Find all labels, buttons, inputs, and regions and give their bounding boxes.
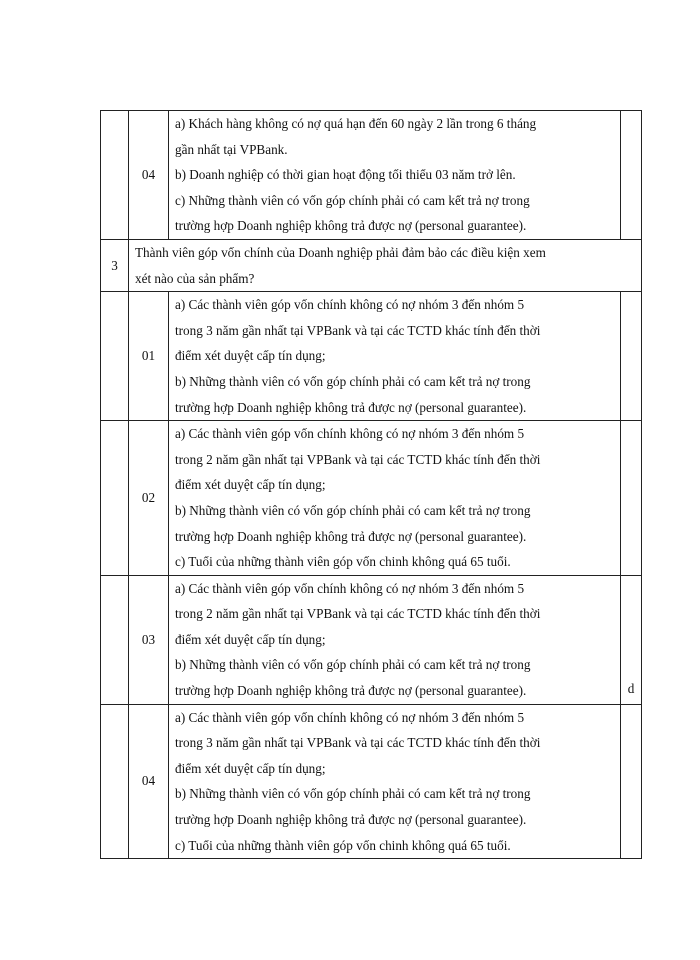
answer-cell <box>621 704 642 859</box>
option-text-line: c) Tuổi của những thành viên góp vốn chinh không quá 65 tuổi. <box>175 837 511 853</box>
option-row <box>101 704 642 859</box>
option-text-line: trường hợp Doanh nghiệp không trả được nợ (personal guarantee). <box>175 218 527 234</box>
option-code: 04 <box>129 111 169 240</box>
stt-cell <box>101 575 129 704</box>
option-text-line: a) Các thành viên góp vốn chính không có nợ nhóm 3 đến nhóm 5 <box>175 426 525 442</box>
option-text-line: trong 2 năm gần nhất tại VPBank và tại các TCTD khác tính đến thời <box>175 606 541 622</box>
option-text-line: trong 3 năm gần nhất tại VPBank và tại các TCTD khác tính đến thời <box>175 322 541 338</box>
option-text-line: c) Những thành viên có vốn góp chính phải có cam kết trả nợ trong <box>175 192 530 208</box>
option-text-line: điểm xét duyệt cấp tín dụng; <box>175 760 326 776</box>
option-text-line: b) Những thành viên có vốn góp chính phải có cam kết trả nợ trong <box>175 502 531 518</box>
question-text <box>129 239 642 291</box>
question-row <box>101 239 642 291</box>
option-text <box>169 575 621 704</box>
answer-cell <box>621 111 642 240</box>
option-text-line: a) Các thành viên góp vốn chính không có nợ nhóm 3 đến nhóm 5 <box>175 709 525 725</box>
option-text-line: a) Các thành viên góp vốn chính không có nợ nhóm 3 đến nhóm 5 <box>175 297 525 313</box>
option-text-line: b) Doanh nghiệp có thời gian hoạt động tối thiểu 03 năm trở lên. <box>175 167 516 183</box>
question-text-line: xét nào của sản phẩm? <box>135 270 255 286</box>
option-row <box>101 421 642 576</box>
option-text-line: b) Những thành viên có vốn góp chính phải có cam kết trả nợ trong <box>175 657 531 673</box>
answer-cell <box>621 575 642 704</box>
answer-mark: d <box>627 681 635 697</box>
option-text-line: a) Khách hàng không có nợ quá hạn đến 60 ngày 2 lần trong 6 tháng <box>175 116 537 131</box>
stt-cell <box>101 111 129 240</box>
option-text-line: trường hợp Doanh nghiệp không trả được nợ (personal guarantee). <box>175 683 527 699</box>
option-text-line: điểm xét duyệt cấp tín dụng; <box>175 631 326 647</box>
option-text-line: điểm xét duyệt cấp tín dụng; <box>175 477 326 493</box>
option-text-line: a) Các thành viên góp vốn chính không có nợ nhóm 3 đến nhóm 5 <box>175 580 525 596</box>
option-code: 01 <box>129 292 169 421</box>
question-text-line: Thành viên góp vốn chính của Doanh nghiệp phải đảm bảo các điều kiện xem <box>135 244 546 260</box>
stt-cell <box>101 704 129 859</box>
option-text <box>169 704 621 859</box>
question-table <box>100 110 642 859</box>
option-text-line: trường hợp Doanh nghiệp không trả được nợ (personal guarantee). <box>175 812 527 828</box>
option-row <box>101 575 642 704</box>
option-code: 04 <box>129 704 169 859</box>
option-text-line: trường hợp Doanh nghiệp không trả được nợ (personal guarantee). <box>175 528 527 544</box>
option-code: 03 <box>129 575 169 704</box>
option-text-line: điểm xét duyệt cấp tín dụng; <box>175 348 326 364</box>
option-text-line: b) Những thành viên có vốn góp chính phải có cam kết trả nợ trong <box>175 373 531 389</box>
option-text <box>169 292 621 421</box>
option-text-line: b) Những thành viên có vốn góp chính phải có cam kết trả nợ trong <box>175 786 531 802</box>
answer-cell <box>621 292 642 421</box>
option-text-line: trường hợp Doanh nghiệp không trả được nợ (personal guarantee). <box>175 399 527 415</box>
option-text-line: gần nhất tại VPBank. <box>175 141 288 157</box>
option-text <box>169 421 621 576</box>
option-text-line: trong 3 năm gần nhất tại VPBank và tại các TCTD khác tính đến thời <box>175 735 541 751</box>
option-row <box>101 111 642 240</box>
answer-cell <box>621 421 642 576</box>
option-code: 02 <box>129 421 169 576</box>
option-text-line: c) Tuổi của những thành viên góp vốn chinh không quá 65 tuổi. <box>175 554 511 570</box>
option-text-line: trong 2 năm gần nhất tại VPBank và tại các TCTD khác tính đến thời <box>175 451 541 467</box>
question-table-body <box>101 111 642 859</box>
answer-mark <box>621 856 641 858</box>
stt-cell <box>101 292 129 421</box>
question-number: 3 <box>101 239 129 291</box>
stt-cell <box>101 421 129 576</box>
option-text <box>169 111 621 240</box>
option-row <box>101 292 642 421</box>
